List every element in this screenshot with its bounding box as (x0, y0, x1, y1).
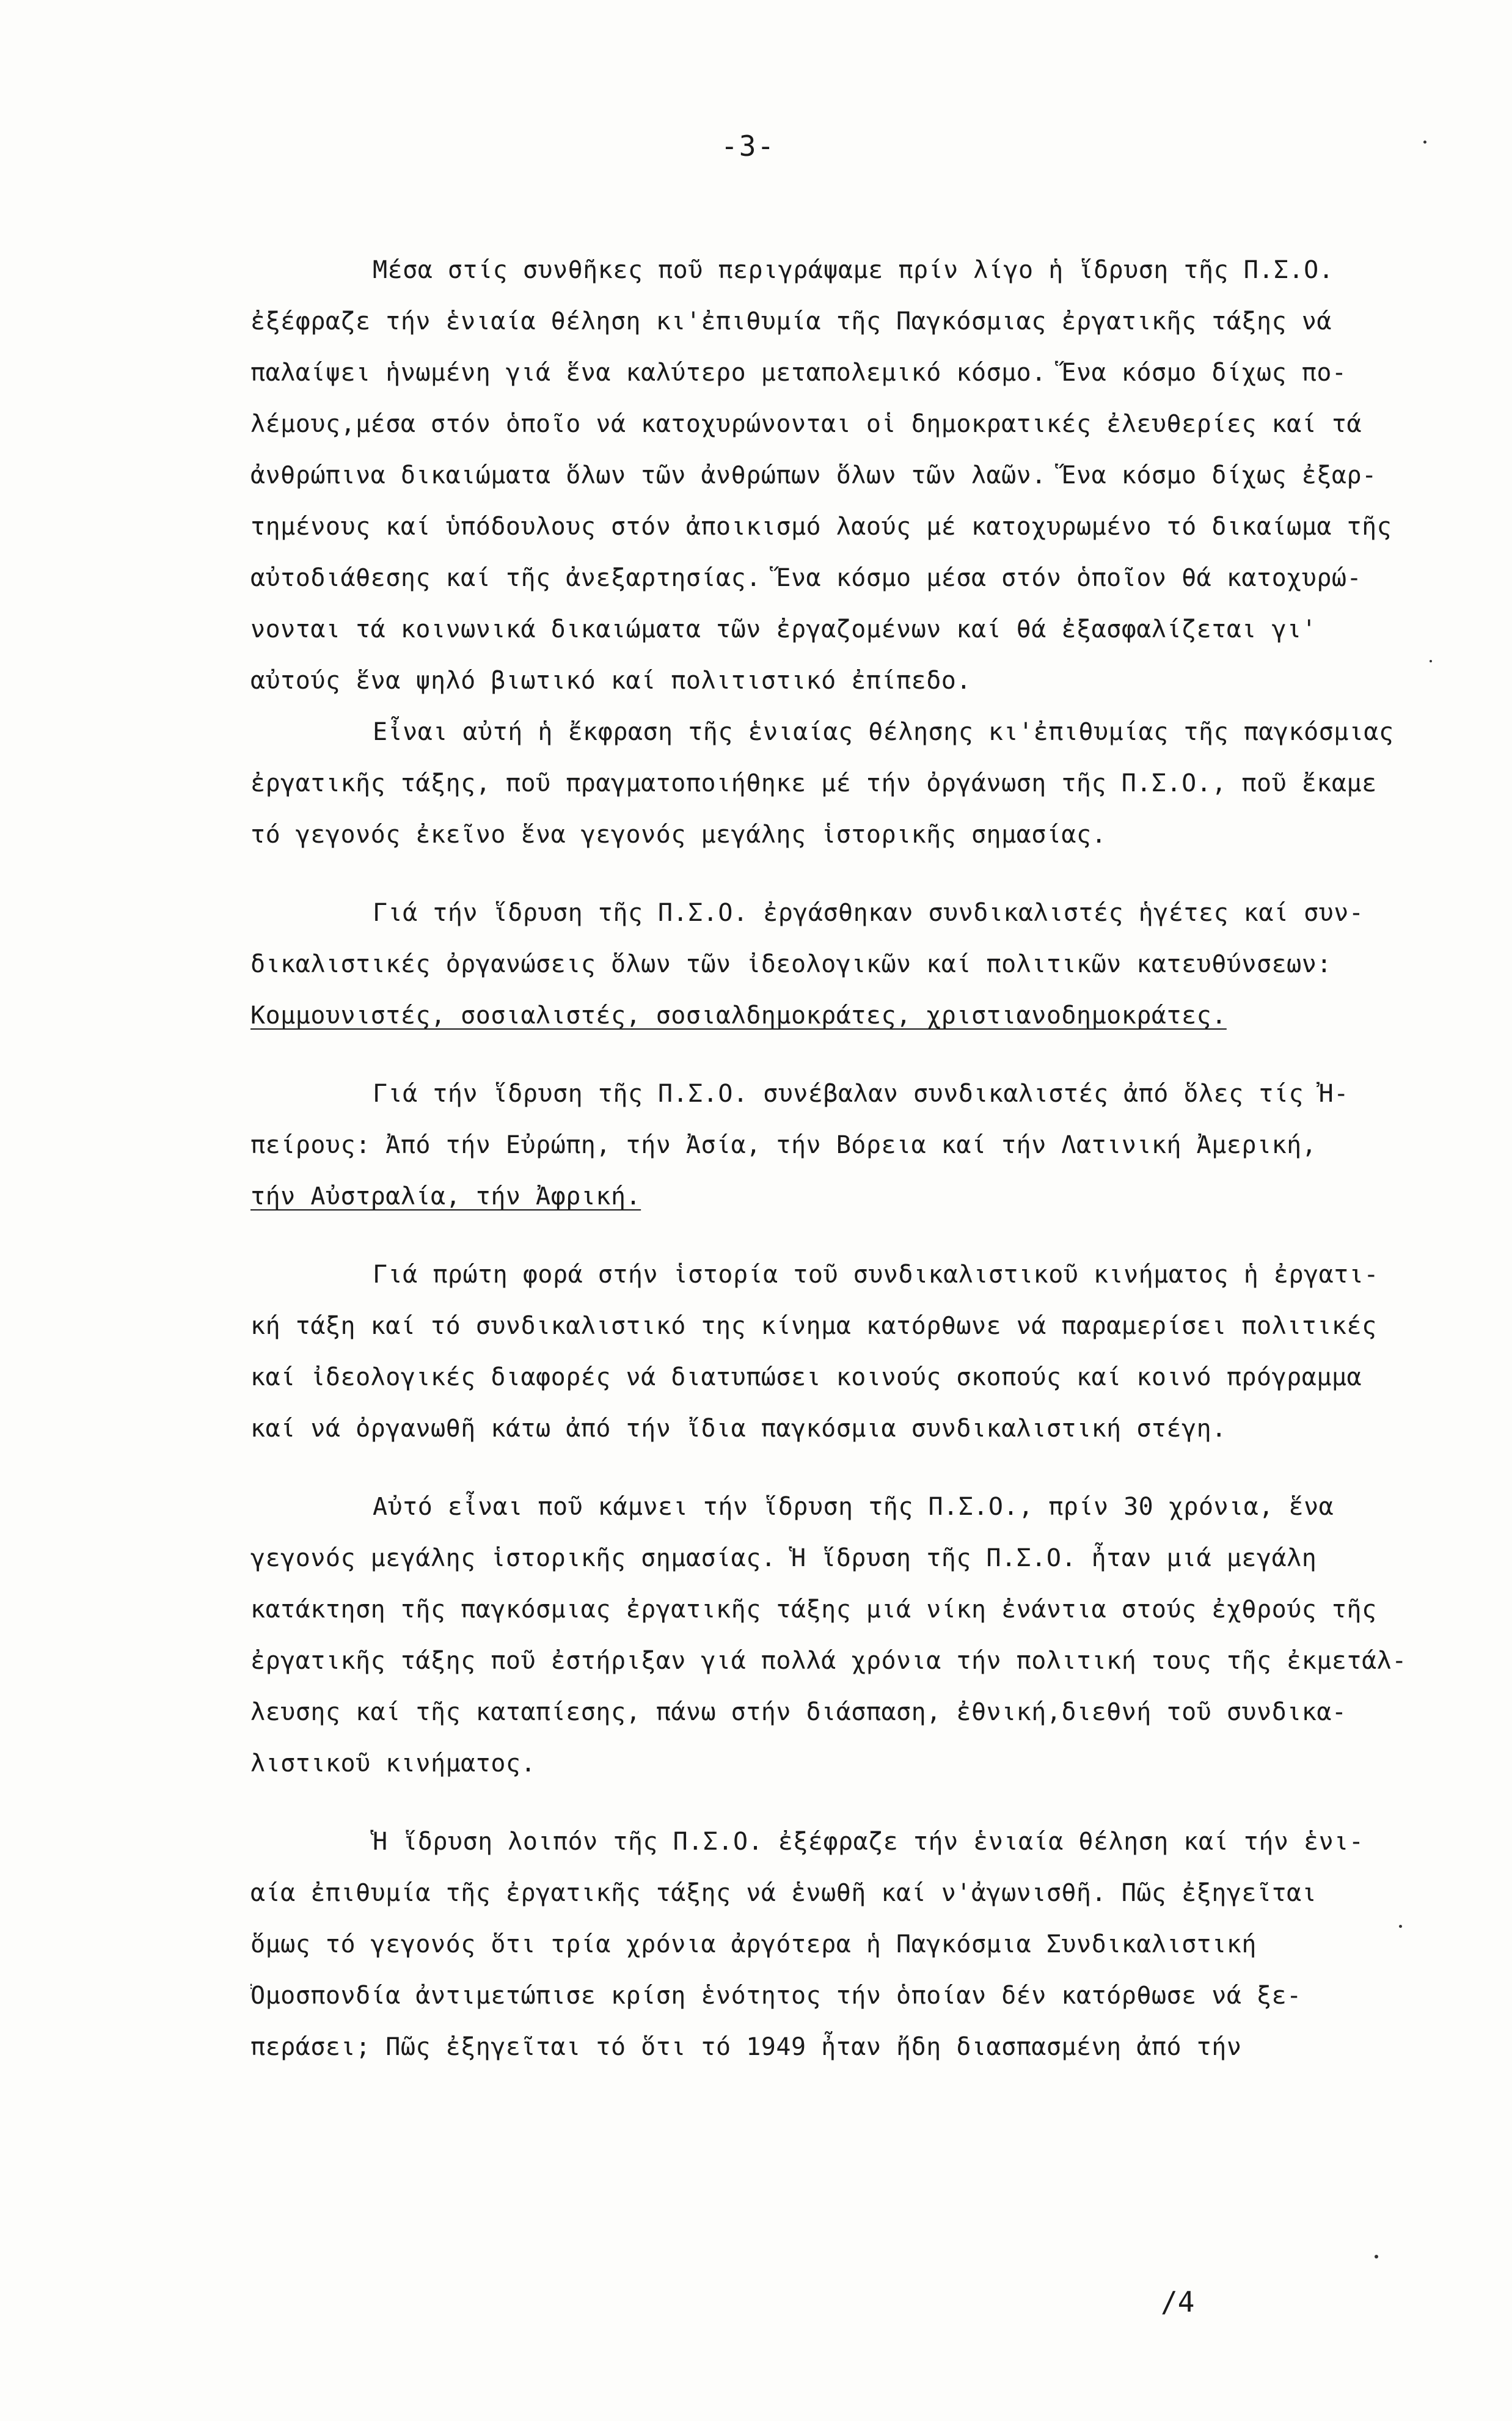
continuation-marker: /4 (1161, 2285, 1195, 2318)
text-line: Μέσα στίς συνθῆκες ποῦ περιγράψαμε πρίν λίγο ἡ ἵδρυση τῆς Π.Σ.Ο. (373, 256, 1334, 284)
paragraph (250, 1249, 1430, 1454)
text-line: περάσει; Πῶς ἐξηγεῖται τό ὅτι τό 1949 ἦταν ἤδη διασπασμένη ἀπό τήν (250, 2033, 1242, 2061)
text-line: τημένους καί ὑπόδουλους στόν ἀποικισμό λαούς μέ κατοχυρωμένο τό δικαίωμα τῆς (250, 513, 1392, 541)
paragraph (250, 887, 1430, 1041)
scan-speck (1375, 2255, 1378, 2258)
text-line: Ὁμοσπονδία ἀντιμετώπισε κρίση ἑνότητος τήν ὁποίαν δέν κατόρθωσε νά ξε- (250, 1982, 1302, 2010)
text-line: ἀνθρώπινα δικαιώματα ὅλων τῶν ἀνθρώπων ὅλων τῶν λαῶν. Ἕνα κόσμο δίχως ἐξαρ- (250, 461, 1377, 489)
underlined-text-line: Κομμουνιστές, σοσιαλιστές, σοσιαλδημοκράτες, χριστιανοδημοκράτες. (250, 1002, 1227, 1030)
paragraph-gap (250, 1454, 1430, 1481)
text-line: αὐτούς ἕνα ψηλό βιωτικό καί πολιτιστικό ἐπίπεδο. (250, 667, 971, 695)
paragraph-gap (250, 1789, 1430, 1816)
text-line: ἐργατικῆς τάξης ποῦ ἐστήριξαν γιά πολλά χρόνια τήν πολιτική τους τῆς ἐκμετάλ- (250, 1647, 1407, 1675)
page-number: -3- (721, 130, 776, 163)
text-line: αὐτοδιάθεσης καί τῆς ἀνεξαρτησίας. Ἕνα κόσμο μέσα στόν ὁποῖον θά κατοχυρώ- (250, 564, 1362, 592)
paragraph-gap (250, 1041, 1430, 1068)
text-line: παλαίψει ἡνωμένη γιά ἕνα καλύτερο μεταπολεμικό κόσμο. Ἕνα κόσμο δίχως πο- (250, 359, 1347, 387)
text-line: Εἶναι αὐτή ἡ ἔκφραση τῆς ἑνιαίας θέλησης κι'ἐπιθυμίας τῆς παγκόσμιας (373, 718, 1394, 746)
scan-speck (1399, 1925, 1402, 1928)
text-line: πείρους: Ἀπό τήν Εὐρώπη, τήν Ἀσία, τήν Βόρεια καί τήν Λατινική Ἀμερική, (250, 1131, 1317, 1159)
paragraph (250, 1816, 1430, 2073)
text-line: Γιά τήν ἵδρυση τῆς Π.Σ.Ο. ἐργάσθηκαν συνδικαλιστές ἡγέτες καί συν- (373, 899, 1364, 927)
text-line: λέμους,μέσα στόν ὁποῖο νά κατοχυρώνονται οἱ δημοκρατικές ἐλευθερίες καί τά (250, 410, 1362, 438)
paragraph (250, 1068, 1430, 1222)
text-line: Αὐτό εἶναι ποῦ κάμνει τήν ἵδρυση τῆς Π.Σ.Ο., πρίν 30 χρόνια, ἕνα (373, 1493, 1334, 1521)
text-line: τό γεγονός ἐκεῖνο ἕνα γεγονός μεγάλης ἱστορικῆς σημασίας. (250, 821, 1107, 849)
paragraph (250, 1481, 1430, 1789)
text-line: νονται τά κοινωνικά δικαιώματα τῶν ἐργαζομένων καί θά ἐξασφαλίζεται γι' (250, 615, 1317, 643)
text-line: ὅμως τό γεγονός ὅτι τρία χρόνια ἀργότερα ἡ Παγκόσμια Συνδικαλιστική (250, 1930, 1257, 1958)
text-line: γεγονός μεγάλης ἱστορικῆς σημασίας. Ἡ ἵδρυση τῆς Π.Σ.Ο. ἦταν μιά μεγάλη (250, 1544, 1317, 1572)
text-line: λιστικοῦ κινήματος. (250, 1749, 536, 1778)
paragraph (250, 244, 1430, 706)
text-line: Γιά πρώτη φορά στήν ἱστορία τοῦ συνδικαλιστικοῦ κινήματος ἡ ἐργατι- (373, 1261, 1379, 1289)
scan-speck (1430, 660, 1432, 662)
text-line: καί ἰδεολογικές διαφορές νά διατυπώσει κοινούς σκοπούς καί κοινό πρόγραμμα (250, 1363, 1362, 1391)
scan-speck (1423, 141, 1426, 144)
text-line: λευσης καί τῆς καταπίεσης, πάνω στήν διάσπαση, ἐθνική,διεθνή τοῦ συνδικα- (250, 1698, 1347, 1726)
text-line: κή τάξη καί τό συνδικαλιστικό της κίνημα κατόρθωνε νά παραμερίσει πολιτικές (250, 1312, 1377, 1340)
text-line: δικαλιστικές ὀργανώσεις ὅλων τῶν ἰδεολογικῶν καί πολιτικῶν κατευθύνσεων: (250, 950, 1332, 978)
text-line: αία ἐπιθυμία τῆς ἐργατικῆς τάξης νά ἑνωθῆ καί ν'ἀγωνισθῆ. Πῶς ἐξηγεῖται (250, 1879, 1317, 1907)
document-body (250, 244, 1430, 2073)
paragraph-gap (250, 1222, 1430, 1249)
paragraph (250, 706, 1430, 860)
text-line: Ἡ ἵδρυση λοιπόν τῆς Π.Σ.Ο. ἐξέφραζε τήν ἑνιαία θέληση καί τήν ἑνι- (373, 1828, 1364, 1856)
text-line: κατάκτηση τῆς παγκόσμιας ἐργατικῆς τάξης μιά νίκη ἐνάντια στούς ἐχθρούς τῆς (250, 1595, 1377, 1624)
text-line: ἐργατικῆς τάξης, ποῦ πραγματοποιήθηκε μέ τήν ὀργάνωση τῆς Π.Σ.Ο., ποῦ ἔκαμε (250, 769, 1377, 797)
text-line: καί νά ὀργανωθῆ κάτω ἀπό τήν ἴδια παγκόσμια συνδικαλιστική στέγη. (250, 1415, 1227, 1443)
text-line: Γιά τήν ἵδρυση τῆς Π.Σ.Ο. συνέβαλαν συνδικαλιστές ἀπό ὅλες τίς Ἠ- (373, 1080, 1349, 1108)
underlined-text-line: τήν Αὐστραλία, τήν Ἀφρική. (250, 1182, 641, 1210)
text-line: ἐξέφραζε τήν ἑνιαία θέληση κι'ἐπιθυμία τῆς Παγκόσμιας ἐργατικῆς τάξης νά (250, 307, 1332, 335)
paragraph-gap (250, 860, 1430, 887)
